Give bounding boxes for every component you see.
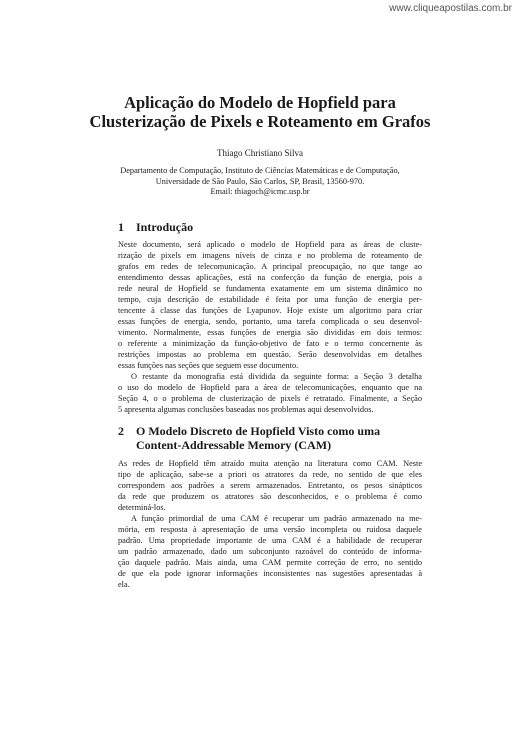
text-line: Seção 4, o o problema de clusterização de pixels é retratado. Finalmente, a Seção	[118, 394, 422, 403]
text-line: O restante da monografia está dividida da seguinte forma: a Seção 3 detalha	[131, 372, 422, 381]
text-line: essas funções nas seções que seguem esse documento.	[118, 361, 299, 370]
text-line: Neste documento, será aplicado o modelo de Hopfield para as áreas de cluste-	[118, 240, 422, 249]
text-line: 5 apresenta algumas conclusões baseadas nos problemas aqui desenvolvidos.	[118, 405, 374, 414]
text-line: mória, em resposta à apresentação de uma versão incompleta ou ruidosa daquele	[118, 525, 422, 534]
affiliation-block	[0, 166, 520, 198]
text-line: o referente a minimização da função-objetivo de fato e o termo concernente às	[118, 339, 422, 348]
paragraph	[118, 458, 422, 513]
text-line: entendimento dessas aplicações, está na confecção da função de energia, pois a	[118, 273, 422, 282]
section-2-heading	[118, 424, 428, 452]
text-line: tipo de aplicação, sabe-se a priori os atratores da rede, no sentido de que eles	[118, 470, 422, 479]
text-line: ela.	[118, 580, 130, 589]
paragraph	[118, 239, 422, 371]
text-line: o uso do modelo de Hopfield para a área de telecomunicações, enquanto que na	[118, 383, 422, 392]
text-line: essas funções de energia, sendo, portanto, uma tarefa complicada o seu desenvol-	[118, 317, 422, 326]
affiliation-line: Universidade de São Paulo, São Carlos, SP, Brasil, 13560-970.	[155, 176, 365, 186]
text-line: rização de pixels em imagens níveis de cinza e no problema de roteamento de	[118, 251, 422, 260]
section-number: 1	[118, 220, 124, 234]
paper-title-line: Aplicação do Modelo de Hopfield para	[124, 93, 396, 112]
text-line: ção daquele padrão. Mais ainda, uma CAM permite correção de erro, no sentido	[118, 558, 422, 567]
paragraph	[118, 371, 422, 415]
text-line: padrão. Uma propriedade importante de uma CAM é a habilidade de recuperar	[118, 536, 422, 545]
text-line: As redes de Hopfield têm atraído muita atenção na literatura como CAM. Neste	[118, 459, 422, 468]
text-line: tencente à classe das funções de Lyapunov. Hoje existe um algoritmo para criar	[118, 306, 422, 315]
text-line: rede neural de Hopfield se fundamenta exatamente em um sistema dinâmico no	[118, 284, 422, 293]
section-title-line: Content-Addressable Memory (CAM)	[136, 438, 332, 452]
section-1-heading	[118, 220, 428, 234]
text-line: determiná-los.	[118, 503, 166, 512]
text-line: correspondem aos padrões a serem armazenados. Entretanto, os pesos sinápticos	[118, 481, 422, 490]
section-number: 2	[118, 424, 124, 438]
text-line: grafos em redes de telecomunicação. A principal preocupação, no que tange ao	[118, 262, 422, 271]
paper-title-line: Clusterização de Pixels e Roteamento em Grafos	[89, 112, 431, 131]
text-line: de que ela pode ignorar informações inconsistentes nas sugestões apresentadas à	[118, 569, 422, 578]
text-line: A função primordial de uma CAM é recuperar um padrão armazenado na me-	[131, 514, 422, 523]
text-line: da rede que produzem os atratores são desconhecidos, e o problema é como	[118, 492, 422, 501]
text-line: um padrão armazenado, dado um subconjunto razoável do conteúdo de informa-	[118, 547, 422, 556]
section-title-line: O Modelo Discreto de Hopfield Visto como uma	[136, 424, 381, 438]
author-name: Thiago Christiano Silva	[217, 148, 303, 158]
affiliation-email: Email: thiagoch@icmc.usp.br	[210, 187, 310, 196]
text-line: vimento. Normalmente, essas funções de energia são divididas em dois termos:	[118, 328, 422, 337]
paper-title	[0, 93, 520, 131]
affiliation-line: Departamento de Computação, Instituto de Ciências Matemáticas e de Computação,	[120, 166, 400, 175]
text-line: restrições impostas ao problema em questão. Serão desenvolvidas em detalhes	[118, 350, 422, 359]
section-title: Introdução	[136, 220, 194, 234]
paragraph	[118, 513, 422, 590]
text-line: tempo, cuja descrição de estabilidade é feita por uma função de energia per-	[118, 295, 422, 304]
watermark-url: www.cliqueapostilas.com.br	[389, 3, 512, 14]
